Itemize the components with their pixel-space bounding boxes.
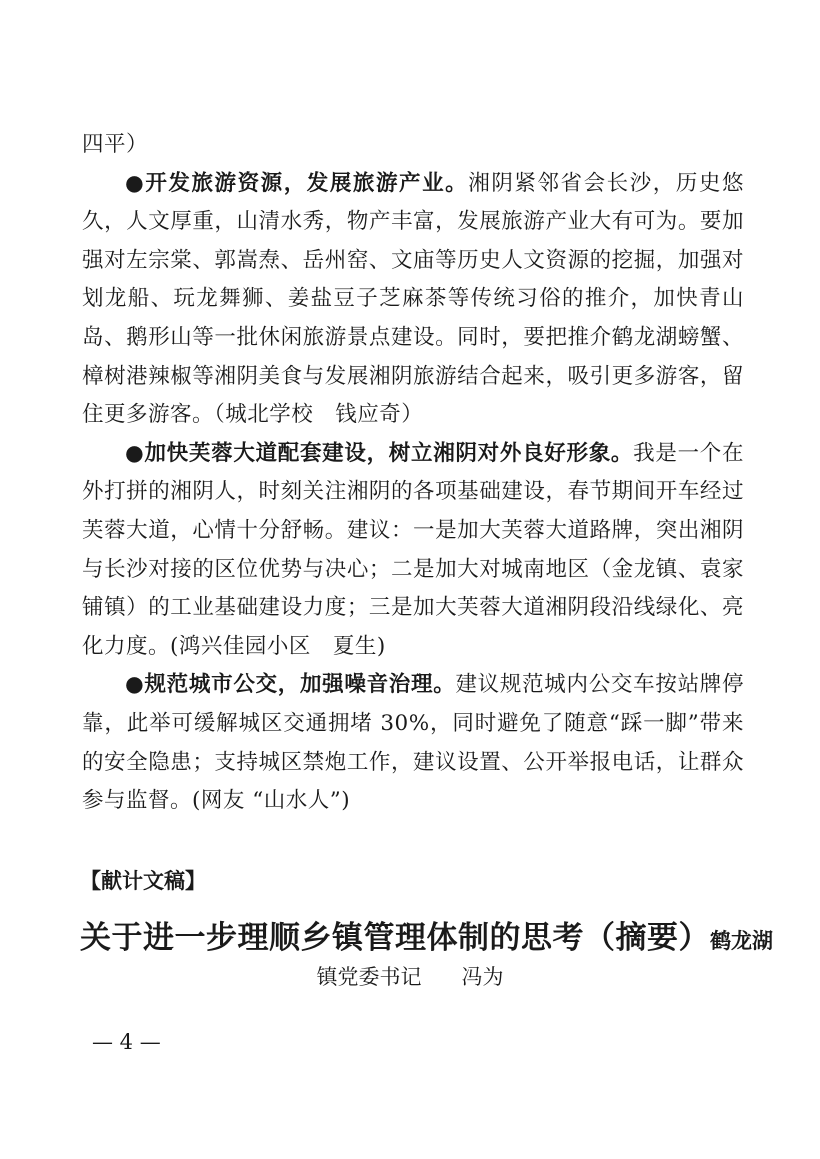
suggestion-paragraph bbox=[82, 165, 744, 435]
article-byline bbox=[0, 958, 820, 996]
suggestion-heading: ●开发旅游资源，发展旅游产业。 bbox=[125, 170, 469, 196]
continuation-line: 四平） bbox=[82, 132, 149, 157]
suggestion-body: 湘阴紧邻省会长沙，历史悠久，人文厚重，山清水秀，物产丰富，发展旅游产业大有可为。要加强对左宗棠、郭嵩焘、岳州窑、文庙等历史人文资源的挖掘，加强对划龙船、玩龙舞狮、姜盐豆子芝麻茶等传统习俗的推介，加快青山岛、鹅形山等一批休闲旅游景点建设。同时，要把推介鹤龙湖螃蟹、樟树港辣椒等湘阴美食与发展湘阴旅游结合起来，吸引更多游客，留住更多游客。（城北学校 钱应奇） bbox=[82, 170, 744, 428]
suggestion-paragraph bbox=[82, 435, 744, 667]
body-text bbox=[82, 126, 744, 821]
suggestion-heading: ●规范城市公交，加强噪音治理。 bbox=[125, 672, 456, 698]
article-title-tail: 鹤龙湖 bbox=[710, 928, 773, 953]
byline-role: 镇党委书记 bbox=[316, 965, 422, 989]
suggestion-heading: ●加快芙蓉大道配套建设，树立湘阴对外良好形象。 bbox=[125, 440, 634, 466]
page-number: — 4 — bbox=[92, 1030, 161, 1054]
article-title-main: 关于进一步理顺乡镇管理体制的思考（摘要） bbox=[80, 920, 710, 956]
section-tag: 【献计文稿】 bbox=[80, 869, 206, 893]
suggestion-paragraph bbox=[82, 666, 744, 820]
suggestion-body: 我是一个在外打拼的湘阴人，时刻关注湘阴的各项基础建设，春节期间开车经过芙蓉大道，心情十分舒畅。建议：一是加大芙蓉大道路牌，突出湘阴与长沙对接的区位优势与决心；二是加大对城南地区（金龙镇、袁家铺镇）的工业基础建设力度；三是加大芙蓉大道湘阴段沿线绿化、亮化力度。(鸿兴佳园小区 夏生) bbox=[82, 440, 744, 659]
article-title bbox=[80, 912, 773, 957]
suggestion-body: 建议规范城内公交车按站牌停靠，此举可缓解城区交通拥堵 30%，同时避免了随意“踩一脚”带来的安全隐患；支持城区禁炮工作，建议设置、公开举报电话，让群众参与监督。(网友 “山水人”) bbox=[82, 672, 744, 814]
byline-name: 冯为 bbox=[461, 965, 504, 989]
